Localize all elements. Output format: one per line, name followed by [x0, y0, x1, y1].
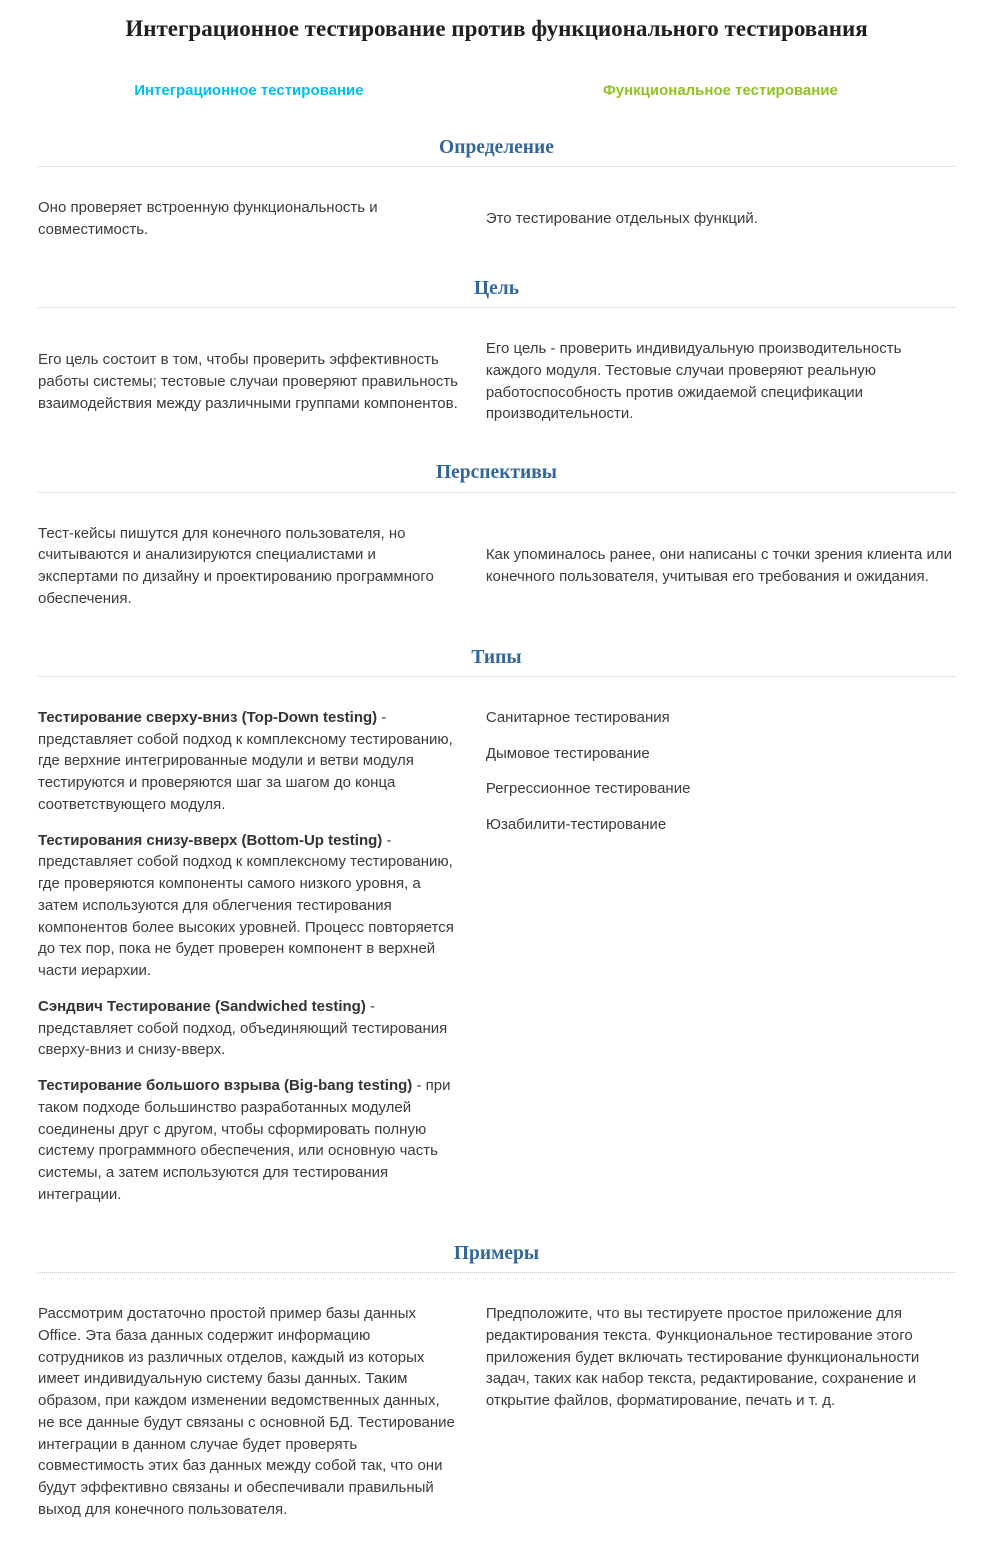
paragraph-text: Рассмотрим достаточно простой пример базы данных Office. Эта база данных содержит информацию сотрудников из различных отделов, каждый из которых имеет индивидуальную систему базы данных. Таким образом, при каждом изменении ведомственных данных, не все данные будут связаны с основной БД. Тестирование интеграции в данном случае будет проверять совместимость этих баз данных между собой так, что они будут эффективно связаны и обеспечивали правильный выход для конечного пользователя. — [38, 1305, 455, 1518]
section-perspectives-left-cell — [38, 523, 460, 610]
section-row-perspectives — [38, 523, 955, 610]
paragraph-text: Как упоминалось ранее, они написаны с точки зрения клиента или конечного пользователя, учитывая его требования и ожидания. — [485, 546, 953, 586]
section-definition-left-cell — [38, 197, 460, 241]
paragraph — [38, 830, 460, 982]
paragraph-text: Его цель - проверить индивидуальную производительность каждого модуля. Тестовые случаи проверяют реальную работоспособность против ожидаемой спецификации производительности. — [485, 340, 902, 423]
paragraph — [38, 523, 460, 610]
section-goal — [38, 277, 955, 425]
section-row-types — [38, 707, 955, 1206]
paragraph — [486, 338, 955, 425]
section-types-left-cell — [38, 707, 460, 1206]
section-heading-perspectives: Перспективы — [38, 461, 955, 492]
paragraph-text: Это тестирование отдельных функций. — [485, 210, 758, 228]
section-examples-left-cell — [38, 1303, 460, 1521]
paragraph — [38, 349, 460, 414]
paragraph — [38, 197, 460, 241]
term-bold: Тестирование сверху-вниз (Top-Down testing) — [38, 708, 378, 726]
section-definition-right-cell — [486, 208, 955, 230]
paragraph-text: - при таком подходе большинство разработанных модулей соединены друг с другом, чтобы сформировать полную систему программного обеспечения, или основную часть системы, а затем используются для тестирования интеграции. — [38, 1077, 451, 1203]
paragraph-text: - представляет собой подход, объединяющий тестирования сверху-вниз и снизу-вверх. — [38, 997, 448, 1059]
section-types — [38, 646, 955, 1206]
sections-container — [38, 136, 955, 1521]
section-examples-right-cell — [486, 1303, 955, 1412]
section-heading-types: Типы — [38, 646, 955, 677]
paragraph-text: - представляет собой подход к комплексному тестированию, где проверяются компоненты самого низкого уровня, а затем используются для облегчения тестирования компонентов более высоких уровней. Процесс повторяется до тех пор, пока не будет проверен компонент в верхней части иерархии. — [38, 831, 454, 980]
paragraph-text: Предположите, что вы тестируете простое приложение для редактирования текста. Функциональное тестирование этого приложения будет включать тестирование функциональности задач, таких как набор текста, редактирование, сохранение и открытие файлов, форматирование, печать и т. д. — [485, 1305, 920, 1410]
term-bold: Сэндвич Тестирование (Sandwiched testing) — [38, 997, 366, 1015]
section-goal-right-cell — [486, 338, 955, 425]
term-bold: Тестирование большого взрыва (Big-bang testing) — [38, 1077, 413, 1095]
term-bold: Тестирования снизу-вверх (Bottom-Up testing) — [38, 831, 383, 849]
paragraph-text: Юзабилити-тестирование — [485, 816, 667, 834]
paragraph — [486, 707, 955, 729]
paragraph-text: Дымовое тестирование — [485, 744, 650, 762]
paragraph — [38, 1075, 460, 1206]
column-header-functional: Функциональное тестирование — [602, 81, 838, 99]
paragraph-text: Его цель состоит в том, чтобы проверить эффективность работы системы; тестовые случаи проверяют правильность взаимодействия между различными группами компонентов. — [38, 351, 458, 412]
paragraph — [486, 814, 955, 836]
paragraph — [38, 996, 460, 1061]
section-row-goal — [38, 338, 955, 425]
section-definition — [38, 136, 955, 241]
section-examples — [38, 1242, 955, 1521]
paragraph — [486, 743, 955, 765]
paragraph — [486, 778, 955, 800]
paragraph-text: Тест-кейсы пишутся для конечного пользователя, но считываются и анализируются специалистами и экспертами по дизайну и проектированию программного обеспечения. — [38, 524, 434, 607]
paragraph — [486, 1303, 955, 1412]
section-heading-goal: Цель — [38, 277, 955, 308]
section-row-definition — [38, 197, 955, 241]
paragraph — [38, 707, 460, 816]
paragraph — [486, 544, 955, 588]
section-perspectives — [38, 461, 955, 609]
section-types-right-cell — [486, 707, 955, 836]
section-goal-left-cell — [38, 349, 460, 414]
column-header-integration: Интеграционное тестирование — [134, 81, 364, 99]
section-heading-definition: Определение — [38, 136, 955, 167]
section-row-examples — [38, 1303, 955, 1521]
paragraph-text: Оно проверяет встроенную функциональность и совместимость. — [38, 199, 378, 239]
page-title: Интеграционное тестирование против функционального тестирования — [125, 16, 868, 41]
column-headers-row — [38, 82, 955, 100]
paragraph-text: Регрессионное тестирование — [485, 780, 691, 798]
section-perspectives-right-cell — [486, 544, 955, 588]
paragraph-text: - представляет собой подход к комплексному тестированию, где верхние интегрированные модули и ветви модуля тестируются и проверяются шаг за шагом до конца соответствующего модуля. — [38, 708, 453, 813]
section-heading-examples: Примеры — [38, 1242, 955, 1273]
paragraph — [38, 1303, 460, 1521]
paragraph-text: Санитарное тестирования — [485, 708, 670, 726]
paragraph — [486, 208, 955, 230]
